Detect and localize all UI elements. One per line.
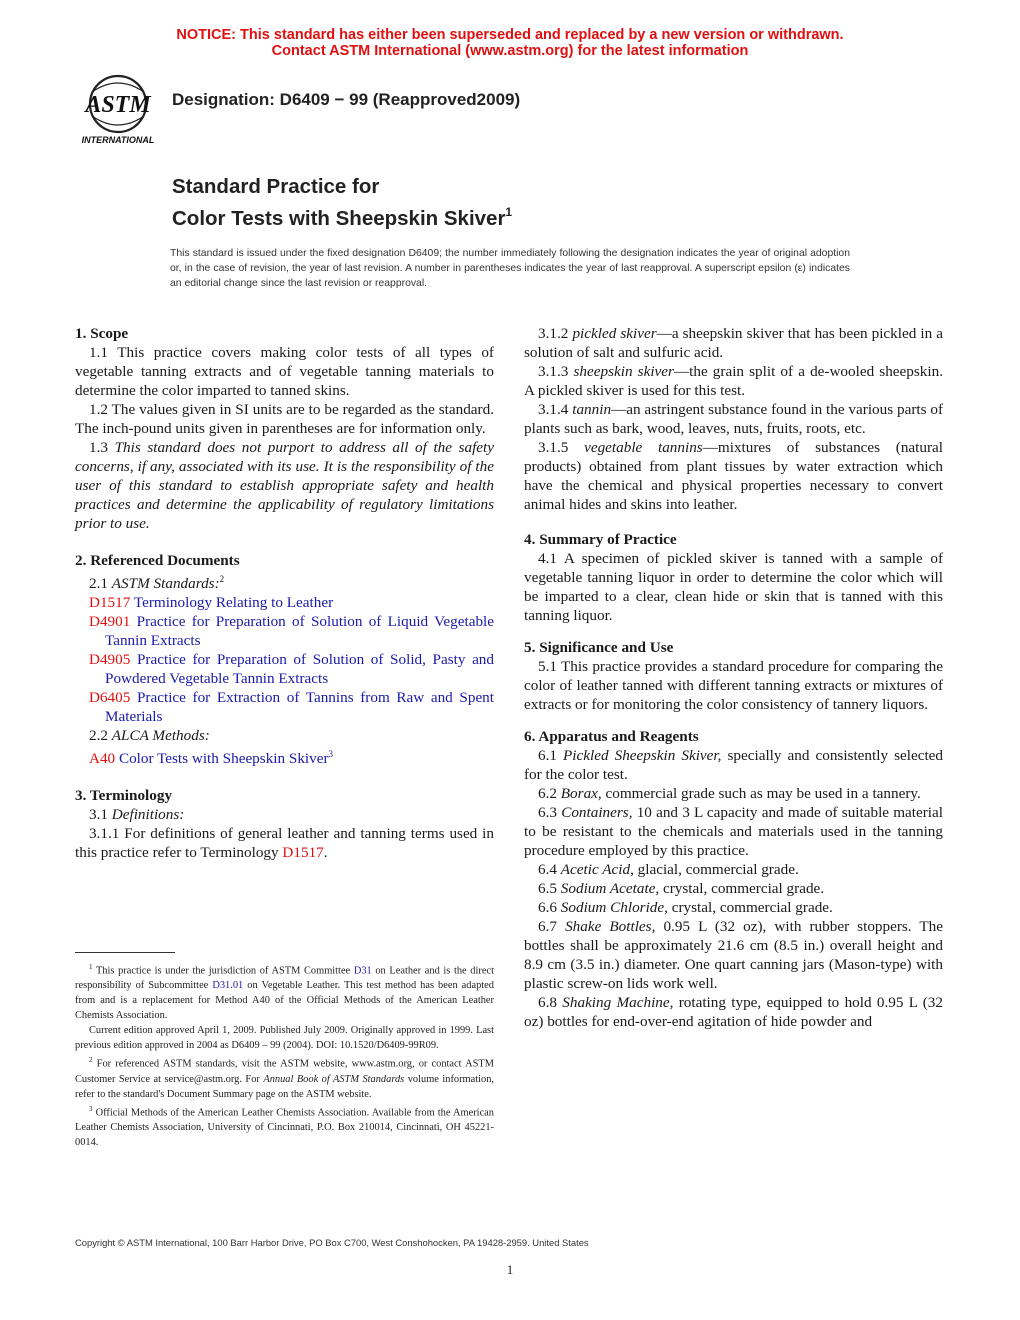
title-line-1: Standard Practice for (172, 175, 380, 198)
footnote-divider (75, 952, 175, 953)
definition-3-1-4: 3.1.4 tannin—an astringent substance found in the various parts of plants such as bark, wood, leaves, nuts, fruits, roots, etc. (524, 401, 944, 437)
definition-3-1-3: 3.1.3 sheepskin skiver—the grain split of a de-wooled sheepskin. A pickled skiver is used for this test. (524, 363, 943, 399)
d31-01-link[interactable]: D31.01 (212, 980, 244, 992)
apparatus-6-5: 6.5 Sodium Acetate, crystal, commercial grade. (538, 880, 825, 897)
ref-d4905[interactable]: D4905 Practice for Preparation of Solution of Solid, Pasty and Powdered Vegetable Tannin Extracts (89, 651, 494, 688)
apparatus-6-4: 6.4 Acetic Acid, glacial, commercial grade. (538, 861, 799, 878)
footnote-3: $^3$ Official Methods of the American Leather Chemists Association. Available from the American Leather Chemists Association, University of Cincinnati, P.O. Box 210014, Cincinnati, OH 45221-0014. (75, 1104, 494, 1149)
significance-heading: 5. Significance and Use (524, 639, 674, 656)
ref-d4901[interactable]: D4901 Practice for Preparation of Solution of Liquid Vegetable Tannin Extracts (89, 613, 494, 650)
apparatus-6-2: 6.2 Borax, commercial grade such as may be used in a tannery. (538, 785, 921, 802)
apparatus-6-3: 6.3 Containers, 10 and 3 L capacity and made of suitable material to be resistant to the chemicals and materials used in the tanning procedure employed by this practice. (524, 804, 943, 859)
astm-standards-label: 2.1 ASTM Standards:$^2$ (89, 574, 225, 593)
apparatus-6-6: 6.6 Sodium Chloride, crystal, commercial grade. (538, 899, 833, 916)
footnote-1-edition: Current edition approved April 1, 2009. Published July 2009. Originally approved in 1999. Last previous edition approved in 2004 as D6409 – 99 (2004). DOI: 10.1520/D6409-99R09. (75, 1025, 494, 1052)
footnotes (75, 960, 494, 1150)
alca-methods-label: 2.2 ALCA Methods: (89, 727, 210, 745)
terminology-heading: 3. Terminology (75, 787, 173, 805)
ref-d1517[interactable]: D1517 Terminology Relating to Leather (89, 594, 334, 612)
definition-3-1-5: 3.1.5 vegetable tannins—mixtures of substances (natural products) obtained from plant tissues by water extraction which have the chemical and physical properties necessary to convert animal hides and skins into leather. (524, 439, 944, 513)
copyright-line: Copyright © ASTM International, 100 Barr Harbor Drive, PO Box C700, West Conshohocken, PA 19428-2959. United States (75, 1237, 589, 1248)
notice-line-2: Contact ASTM International (www.astm.org) for the latest information (271, 43, 749, 59)
preface-note: This standard is issued under the fixed designation D6409; the number immediately following the designation indicates the year of original adoption or, in the case of revision, the year of last revision. A number in parentheses indicates the year of last reapproval. A superscript epsilon (ε) indicates an editorial change since the last revision or reapproval. (170, 248, 850, 289)
footnote-2: $^2$ For referenced ASTM standards, visit the ASTM website, www.astm.org, or contact ASTM Customer Service at service@astm.org. For Annual Book of ASTM Standards volume information, refer to the standard's Document Summary page on the ASTM website. (75, 1056, 495, 1100)
logo-subtitle: INTERNATIONAL (81, 135, 155, 145)
designation: Designation: D6409 − 99 (Reapproved2009) (172, 90, 521, 109)
definition-3-1-2: 3.1.2 pickled skiver—a sheepskin skiver that has been pickled in a solution of salt and sulfuric acid. (524, 325, 943, 361)
scope-heading: 1. Scope (75, 325, 129, 342)
logo-letters: ASTM (85, 92, 151, 118)
scope-1-1: 1.1 This practice covers making color tests of all types of vegetable tanning extracts and of vegetable tanning materials to determine the color imparted to tanned skins. (75, 344, 494, 399)
significance-5-1: 5.1 This practice provides a standard procedure for comparing the color of leather tanned with different tanning extracts or mixtures of extracts or for monitoring the color consistency of tannery liquors. (524, 658, 943, 713)
footnote-1: $^1$ This practice is under the jurisdiction of ASTM Committee D31 on Leather and is the direct responsibility of Subcommittee D31.01 on Vegetable Leather. This test method has been adapted from and is a replacement for Method A40 of the Official Methods of the American Leather Chemists Association. (75, 963, 494, 1022)
summary-4-1: 4.1 A specimen of pickled skiver is tanned with a sample of vegetable tanning liquor in order to determine the color which will be imparted to a clear, clean hide or skin that is tanned with this tanning liquor. (524, 550, 943, 624)
supersession-notice (0, 27, 1020, 59)
d31-link[interactable]: D31 (353, 965, 372, 977)
summary-heading: 4. Summary of Practice (524, 531, 677, 548)
apparatus-heading: 6. Apparatus and Reagents (524, 728, 699, 745)
notice-line-1: NOTICE: This standard has either been superseded and replaced by a new version or withdrawn. (176, 27, 844, 43)
apparatus-6-7: 6.7 Shake Bottles, 0.95 L (32 oz), with rubber stoppers. The bottles shall be approximately 21.6 cm (8.5 in.) overall height and 8.9 cm (3.5 in.) diameter. One quart canning jars (Mason-type) with plastic screw-on lids work well. (524, 918, 944, 992)
scope-1-3: 1.3 This standard does not purport to address all of the safety concerns, if any, associated with its use. It is the responsibility of the user of this standard to establish appropriate safety and health practices and determine the applicability of regulatory limitations prior to use. (75, 439, 495, 532)
page-title (172, 174, 512, 232)
page-number: 1 (506, 1262, 514, 1277)
terminology-3-1-1: 3.1.1 For definitions of general leather and tanning terms used in this practice refer to Terminology D1517. (75, 825, 494, 862)
ref-d6405[interactable]: D6405 Practice for Extraction of Tannins from Raw and Spent Materials (89, 689, 494, 726)
scope-1-2: 1.2 The values given in SI units are to be regarded as the standard. The inch-pound units given in parentheses are for information only. (75, 401, 494, 437)
terminology-ref-link[interactable]: D1517 (282, 844, 324, 862)
definitions-label: 3.1 Definitions: (89, 806, 185, 824)
astm-logo (72, 72, 164, 146)
astm-logo-icon (72, 72, 164, 146)
ref-a40[interactable]: A40 Color Tests with Sheepskin Skiver$^3$ (89, 749, 334, 768)
referenced-heading: 2. Referenced Documents (75, 552, 240, 569)
title-line-2: Color Tests with Sheepskin Skiver$^1$ (172, 205, 513, 230)
right-column (524, 324, 943, 1031)
apparatus-6-1: 6.1 Pickled Sheepskin Skiver, specially and consistently selected for the color test. (524, 747, 944, 783)
apparatus-6-8: 6.8 Shaking Machine, rotating type, equipped to hold 0.95 L (32 oz) bottles for end-over-end agitation of hide powder and (524, 994, 943, 1030)
left-column (75, 324, 494, 862)
